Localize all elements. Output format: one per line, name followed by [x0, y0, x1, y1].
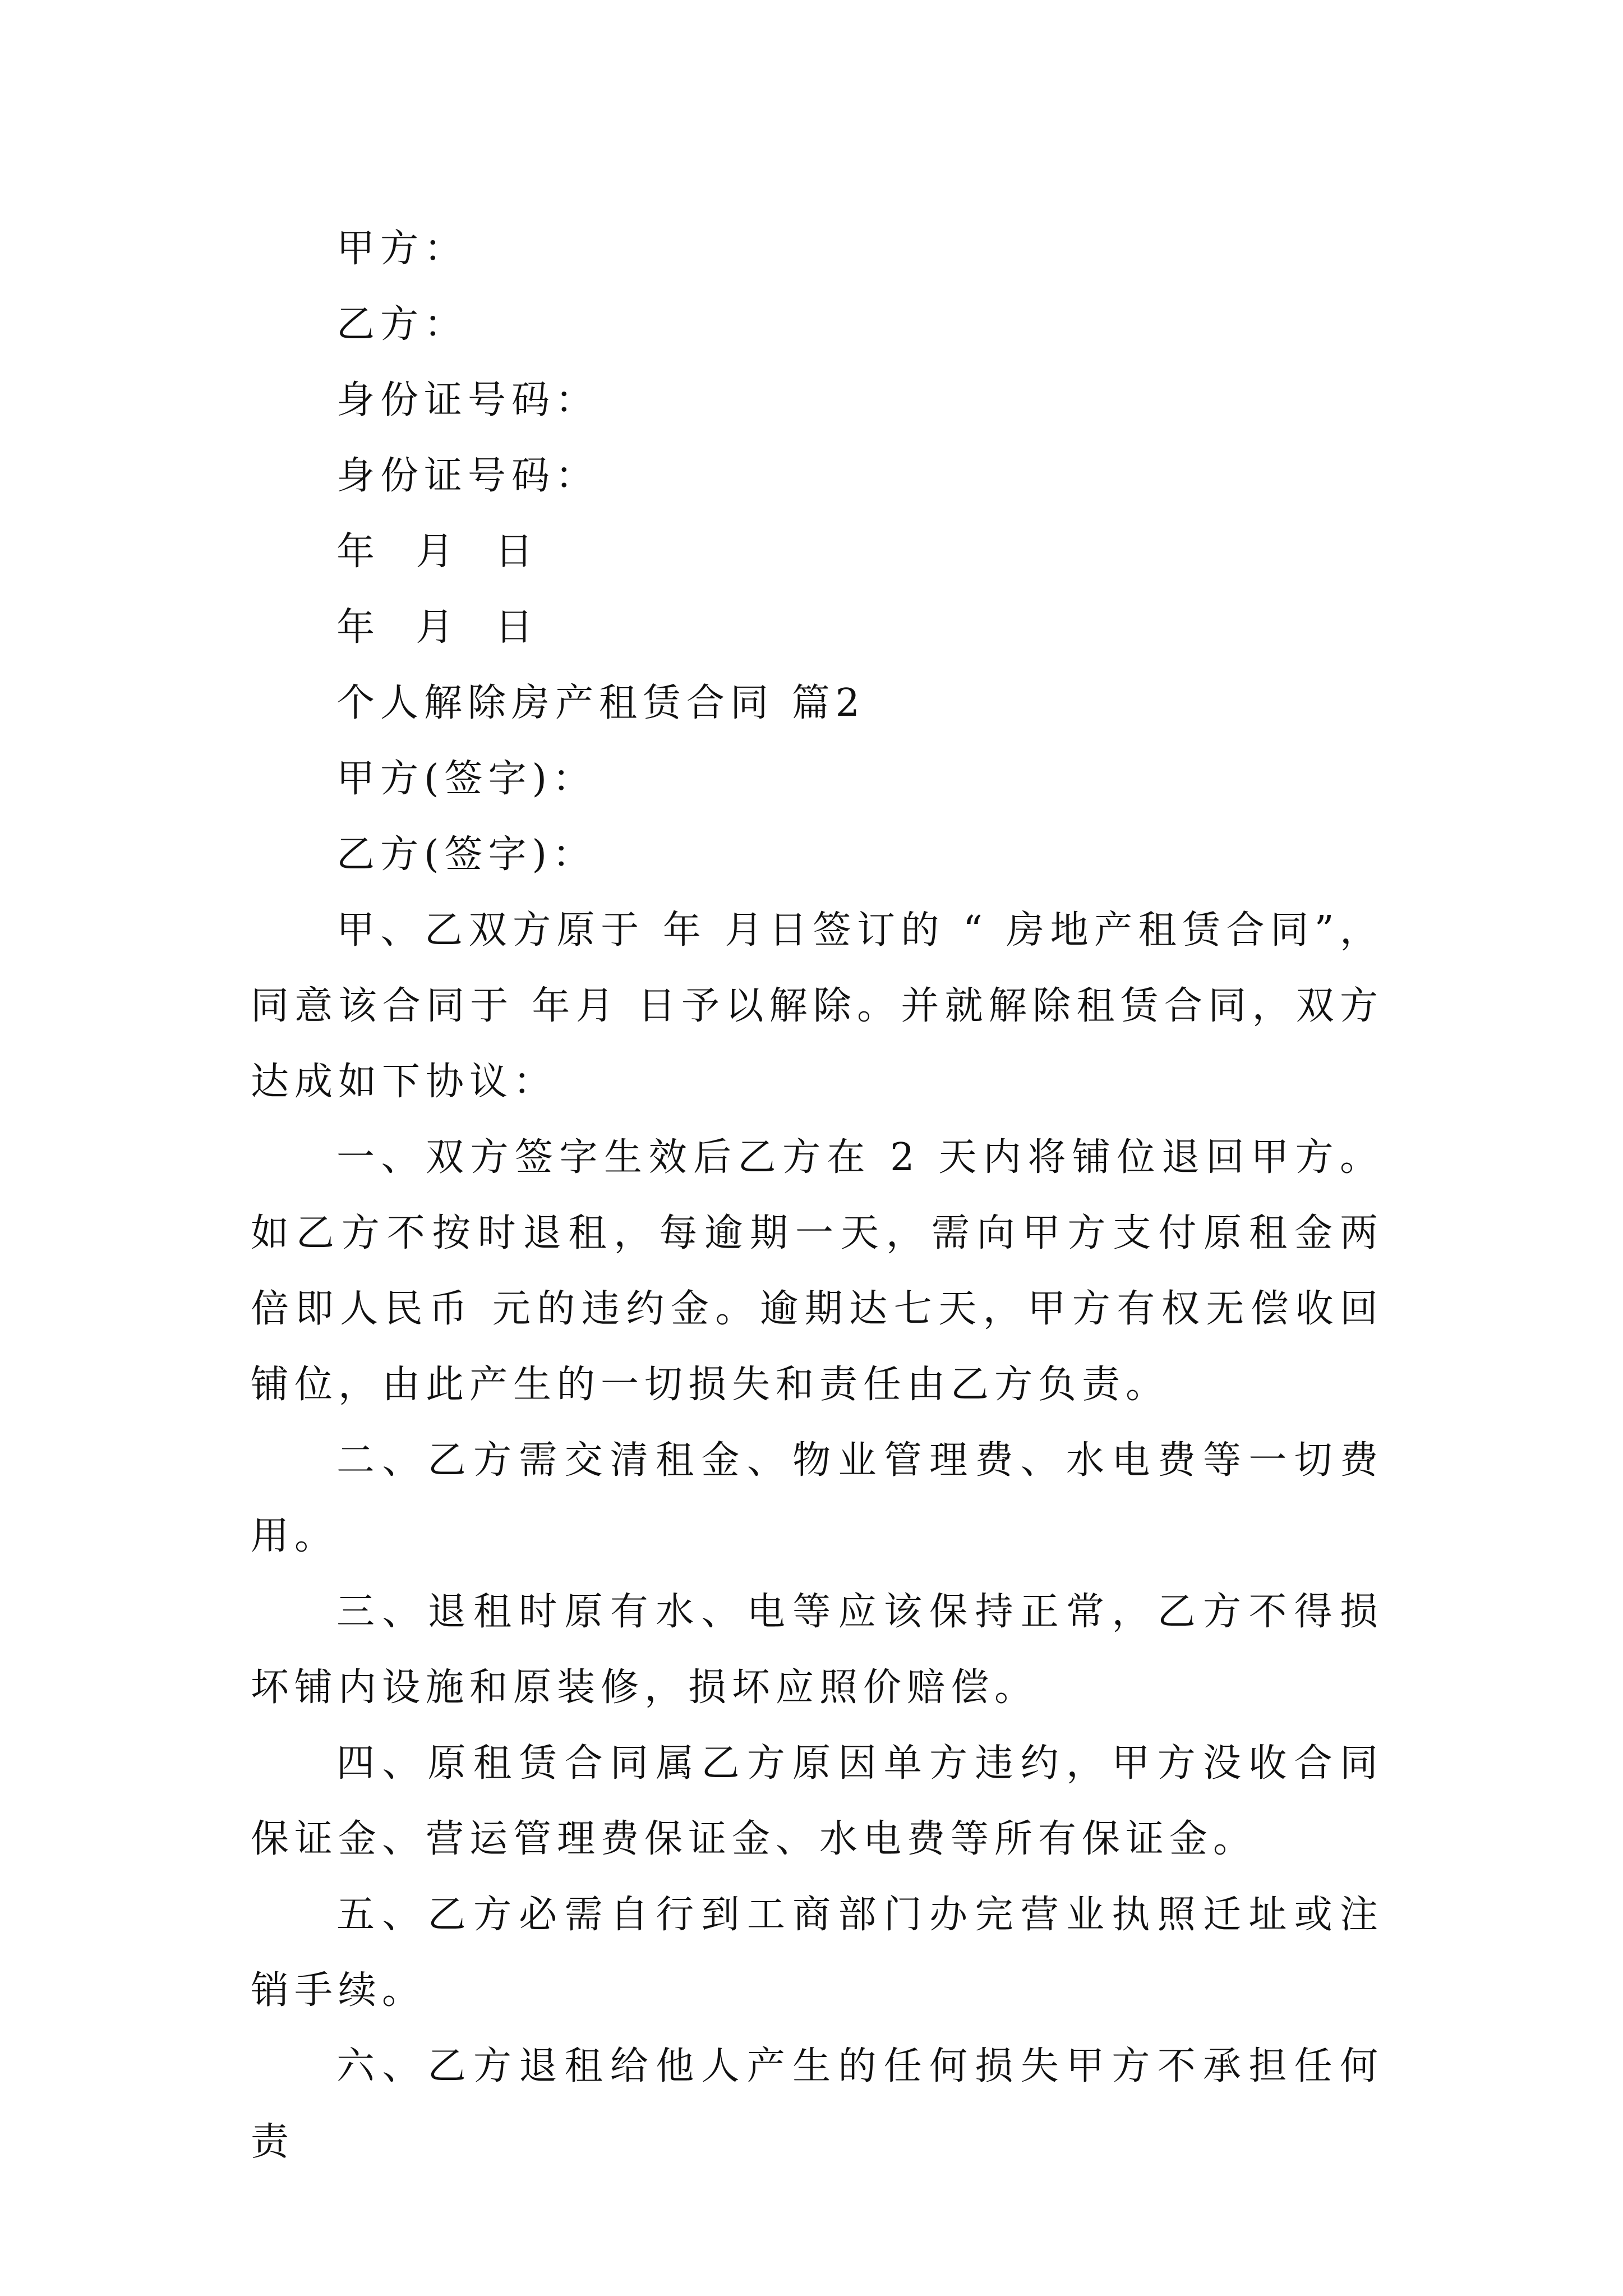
- section-title: 个人解除房产租赁合同 篇2: [336, 681, 865, 725]
- party-b-label: 乙方：: [336, 302, 468, 347]
- clause-5: 五、乙方必需自行到工商部门办完营业执照迁址或注销手续。: [251, 1893, 1384, 2013]
- party-a-signature-label: 甲方(签字)：: [336, 757, 597, 801]
- clause-1: 一、双方签字生效后乙方在 2 天内将铺位退回甲方。如乙方不按时退租，每逾期一天，需向甲方支付原租金两倍即人民币 元的违约金。逾期达七天，甲方有权无偿收回铺位，由此产生的一切损失和责任由乙方负责。: [251, 1135, 1384, 1407]
- clause-3: 三、退租时原有水、电等应该保持正常，乙方不得损坏铺内设施和原装修，损坏应照价赔偿。: [251, 1590, 1384, 1710]
- clause-4: 四、原租赁合同属乙方原因单方违约，甲方没收合同保证金、营运管理费保证金、水电费等所有保证金。: [251, 1741, 1384, 1861]
- date-line-b: 年 月 日: [336, 605, 539, 650]
- intro-paragraph: 甲、乙双方原于 年 月日签订的 “ 房地产租赁合同”，同意该合同于 年月 日予以解除。并就解除租赁合同，双方达成如下协议：: [251, 908, 1384, 1104]
- party-b-signature-label: 乙方(签字)：: [336, 832, 597, 877]
- clause-2: 二、乙方需交清租金、物业管理费、水电费等一切费用。: [251, 1438, 1384, 1558]
- party-a-label: 甲方：: [336, 227, 468, 271]
- clause-6: 六、乙方退租给他人产生的任何损失甲方不承担任何责: [251, 2044, 1384, 2164]
- document-body: [251, 211, 1384, 2180]
- id-number-label-a: 身份证号码：: [336, 378, 600, 422]
- date-line-a: 年 月 日: [336, 530, 539, 574]
- id-number-label-b: 身份证号码：: [336, 454, 600, 498]
